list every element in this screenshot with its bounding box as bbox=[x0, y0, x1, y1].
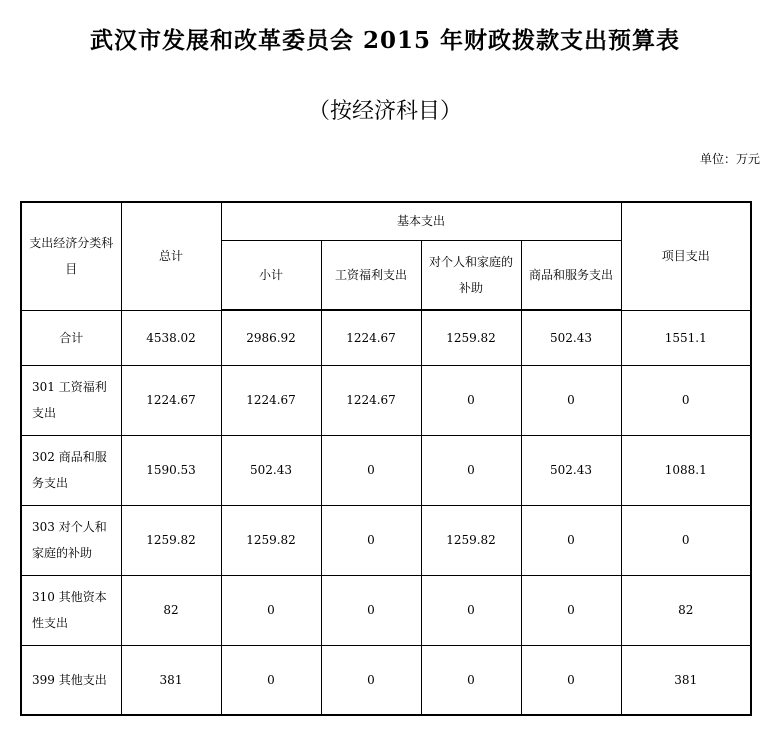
header-personal: 对个人和家庭的补助 bbox=[421, 240, 521, 310]
row-label: 301 工资福利支出 bbox=[21, 365, 121, 435]
page-subtitle: （按经济科目） bbox=[307, 99, 462, 124]
cell-personal: 0 bbox=[421, 435, 521, 505]
cell-goods: 0 bbox=[521, 645, 621, 715]
header-project: 项目支出 bbox=[621, 202, 751, 310]
budget-table bbox=[20, 201, 752, 716]
cell-goods: 0 bbox=[521, 505, 621, 575]
cell-project: 381 bbox=[621, 645, 751, 715]
cell-goods: 502.43 bbox=[521, 435, 621, 505]
cell-total: 381 bbox=[121, 645, 221, 715]
header-basic: 基本支出 bbox=[221, 202, 621, 240]
table-row bbox=[21, 505, 751, 575]
row-label: 310 其他资本性支出 bbox=[21, 575, 121, 645]
cell-wages: 0 bbox=[321, 435, 421, 505]
row-label: 合计 bbox=[21, 310, 121, 365]
table-row bbox=[21, 575, 751, 645]
cell-subtotal: 502.43 bbox=[221, 435, 321, 505]
cell-subtotal: 0 bbox=[221, 575, 321, 645]
header-wages: 工资福利支出 bbox=[321, 240, 421, 310]
cell-total: 1259.82 bbox=[121, 505, 221, 575]
cell-wages: 0 bbox=[321, 575, 421, 645]
page-title: 武汉市发展和改革委员会 2015 年财政拨款支出预算表 bbox=[89, 27, 681, 54]
cell-project: 1088.1 bbox=[621, 435, 751, 505]
cell-subtotal: 1224.67 bbox=[221, 365, 321, 435]
cell-project: 82 bbox=[621, 575, 751, 645]
cell-goods: 0 bbox=[521, 575, 621, 645]
cell-total: 1224.67 bbox=[121, 365, 221, 435]
cell-subtotal: 2986.92 bbox=[221, 310, 321, 365]
cell-goods: 0 bbox=[521, 365, 621, 435]
cell-goods: 502.43 bbox=[521, 310, 621, 365]
table-row bbox=[21, 645, 751, 715]
table-row bbox=[21, 310, 751, 365]
cell-subtotal: 0 bbox=[221, 645, 321, 715]
header-subtotal: 小计 bbox=[221, 240, 321, 310]
cell-subtotal: 1259.82 bbox=[221, 505, 321, 575]
table-row bbox=[21, 365, 751, 435]
cell-wages: 1224.67 bbox=[321, 310, 421, 365]
cell-personal: 1259.82 bbox=[421, 505, 521, 575]
unit-label: 单位：万元 bbox=[699, 152, 760, 166]
row-label: 302 商品和服务支出 bbox=[21, 435, 121, 505]
header-total: 总计 bbox=[121, 202, 221, 310]
cell-personal: 0 bbox=[421, 365, 521, 435]
cell-personal: 0 bbox=[421, 575, 521, 645]
cell-total: 1590.53 bbox=[121, 435, 221, 505]
header-goods: 商品和服务支出 bbox=[521, 240, 621, 310]
cell-wages: 1224.67 bbox=[321, 365, 421, 435]
row-label: 399 其他支出 bbox=[21, 645, 121, 715]
cell-wages: 0 bbox=[321, 505, 421, 575]
cell-total: 82 bbox=[121, 575, 221, 645]
cell-project: 0 bbox=[621, 505, 751, 575]
cell-personal: 1259.82 bbox=[421, 310, 521, 365]
cell-personal: 0 bbox=[421, 645, 521, 715]
cell-total: 4538.02 bbox=[121, 310, 221, 365]
cell-wages: 0 bbox=[321, 645, 421, 715]
cell-project: 1551.1 bbox=[621, 310, 751, 365]
row-label: 303 对个人和家庭的补助 bbox=[21, 505, 121, 575]
cell-project: 0 bbox=[621, 365, 751, 435]
header-category: 支出经济分类科目 bbox=[21, 202, 121, 310]
table-row bbox=[21, 435, 751, 505]
